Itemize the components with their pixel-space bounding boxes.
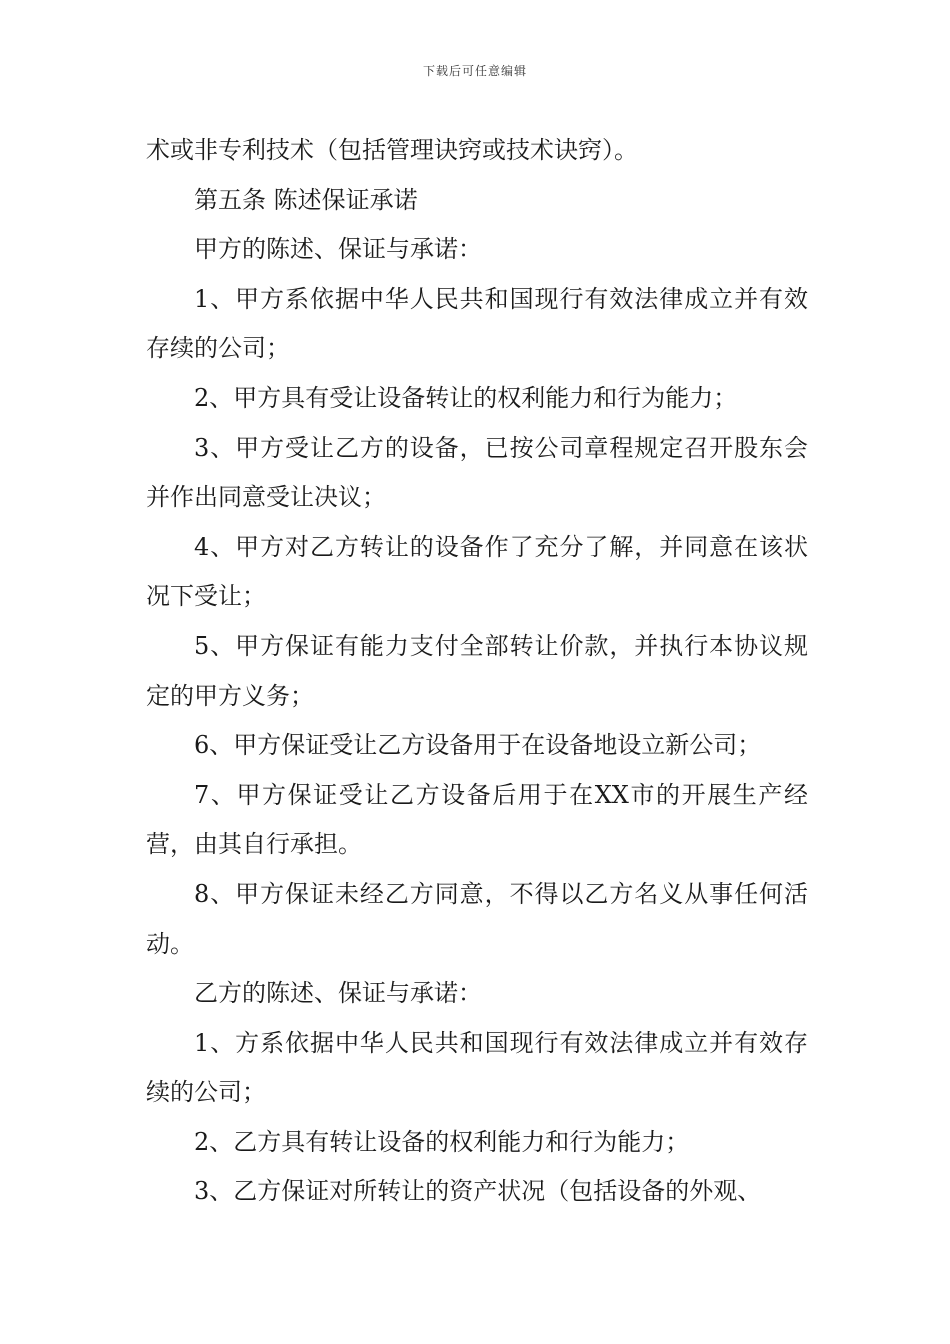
paragraph: 术或非专利技术（包括管理诀窍或技术诀窍）。 [146, 136, 638, 164]
paragraph: 乙方的陈述、保证与承诺： [194, 979, 482, 1008]
paragraph: 2、甲方具有受让设备转让的权利能力和行为能力； [194, 383, 738, 412]
paragraph: 7、甲方保证受让乙方设备后用于在XX市的开展生产经营，由其自行承担。 [146, 780, 808, 859]
section-heading: 第五条 陈述保证承诺 [194, 185, 418, 214]
paragraph: 8、甲方保证未经乙方同意，不得以乙方名义从事任何活动。 [146, 879, 808, 958]
page-header-note: 下载后可任意编辑 [422, 64, 527, 78]
document-body [146, 126, 808, 1217]
paragraph: 5、甲方保证有能力支付全部转让价款，并执行本协议规定的甲方义务； [146, 631, 808, 710]
paragraph: 1、甲方系依据中华人民共和国现行有效法律成立并有效存续的公司； [146, 284, 808, 363]
paragraph: 1、方系依据中华人民共和国现行有效法律成立并有效存续的公司； [146, 1028, 808, 1107]
paragraph: 2、乙方具有转让设备的权利能力和行为能力； [194, 1127, 690, 1156]
paragraph: 4、甲方对乙方转让的设备作了充分了解，并同意在该状况下受让； [146, 532, 808, 611]
paragraph: 3、甲方受让乙方的设备，已按公司章程规定召开股东会并作出同意受让决议； [146, 433, 808, 512]
paragraph: 3、乙方保证对所转让的资产状况（包括设备的外观、 [194, 1177, 762, 1206]
paragraph: 6、甲方保证受让乙方设备用于在设备地设立新公司； [194, 731, 762, 760]
paragraph: 甲方的陈述、保证与承诺： [194, 235, 482, 264]
